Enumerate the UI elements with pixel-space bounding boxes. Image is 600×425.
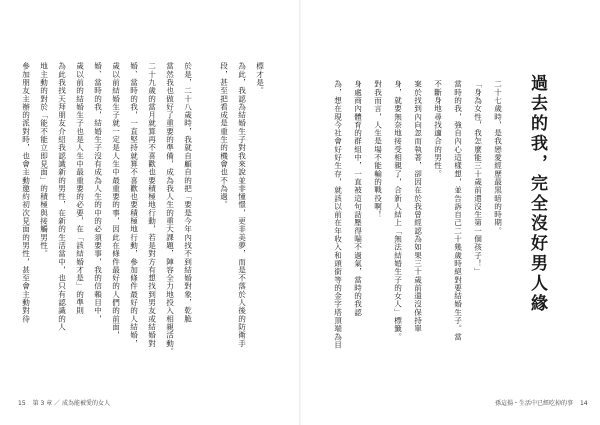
right-page-line: 案於找到內向忽而執著，卻因在於我曾經認為如果三十歲前還沒保持單 xyxy=(413,80,423,333)
left-page-line: 為此，我認為結婚生子對我來說並非憧憬，更非美夢，而是不落於人後的防衛手 xyxy=(237,62,247,348)
left-page-line: 參加朋友主辦的派對時，也會主動邀約初次見面的男性，甚至會主動對待 xyxy=(21,62,31,323)
left-page-footer xyxy=(18,398,110,407)
left-page-line: 當然我也做好了重要的準備，成為我人生的重大課題，陣容全力地投入相親活動。 xyxy=(165,62,175,356)
left-page-line: 歲以前結婚生子就一定是人生中最重要的事，因此在條件最好的人們的前面， xyxy=(111,62,121,340)
page-number: 14 xyxy=(579,400,588,407)
running-title: 孫這揚・生活中已經吃掉的事 xyxy=(495,400,574,407)
right-page-line: 二十七歲時，是我戀愛經歷最黑暗的時期。 xyxy=(493,80,503,235)
left-page-line: 為此我找天拜朋友介紹我認識新的男性，在新的生活當中，也只有認識的人 xyxy=(57,62,67,331)
left-page-line: 於是，二十八歲時，我就自顧自的把「要是今年內找不到結婚對象，乾脆 xyxy=(183,62,193,323)
page-gutter xyxy=(299,0,301,425)
left-page-line: 婚、當時的我，結婚生子沒有成為人生的中的必須要事，我的信賴目中， xyxy=(93,62,103,323)
right-page-line: 「身為女性，我怎麼能三十歲前還沒生第一個孩子！」 xyxy=(473,80,483,276)
running-title: 第 3 章 ／ 成為能被愛的女人 xyxy=(32,400,111,407)
left-page-line: 婚、當時的我，一直堅持就算不喜歡也要積極地行動，參加條件最好的人結婚， xyxy=(129,62,139,348)
left-page-line: 段，甚至把看成是重生的機會也不為過。 xyxy=(219,62,229,209)
left-page-line: 歲以前的結婚生子也是人生中最重要的必要，在「該結婚才是」的準則 xyxy=(75,62,85,315)
right-page-line: 身，就要無奈地接受相親了，合新人結上「無法結婚生子的女人」標籤。 xyxy=(393,80,403,341)
right-page-line: 為，想在現今社會好好生存，就該以前在年收入和頭銜等的金字塔頂端為目 xyxy=(333,80,343,349)
page-number: 15 xyxy=(18,400,26,407)
left-page-line: 標才是。 xyxy=(255,62,265,95)
right-page-footer xyxy=(495,398,588,407)
right-page-line: 對我而言，人生是場不能輸的戰役啊！ xyxy=(373,80,383,219)
chapter-title: 過去的我，完全沒好男人緣 xyxy=(527,74,547,314)
right-page-line: 身處商內體育的群組中，一直被這句話壓得喘不過氣，當時的我認 xyxy=(353,80,363,317)
left-page-line: 地主動的對於「能不能立即見面」的積極與接觸男性。 xyxy=(39,62,49,258)
left-page-line: 二十九歲的當月就算再不喜歡也要積極地行動，若是對方有想找到男友或結婚對 xyxy=(147,62,157,348)
right-page-line: 不斷身地尋找適合的男性。 xyxy=(433,80,443,178)
right-page-line: 當時的我，強自內心這樣想，並告訴自己二十幾歲時絕對要結婚生子。當 xyxy=(453,80,463,341)
